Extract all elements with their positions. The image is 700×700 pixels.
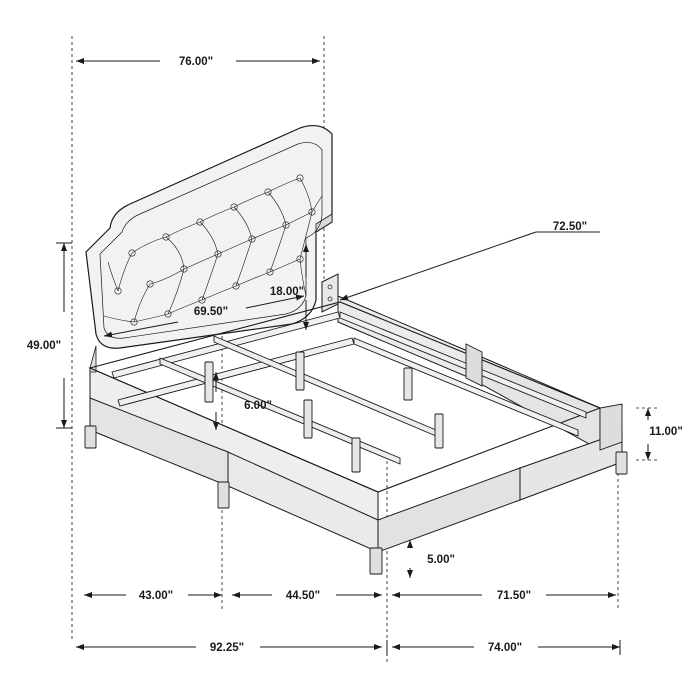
dimension-label-slat-clearance: 6.00" <box>244 400 272 412</box>
dimension-label-headboard-panel-height: 18.00" <box>269 286 305 298</box>
dimension-label-overall-depth-front: 92.25" <box>209 642 245 654</box>
dimension-lines <box>56 61 648 655</box>
dimension-label-overall-height: 49.00" <box>26 340 62 352</box>
extension-lines <box>72 36 660 665</box>
dimension-label-leg-height: 5.00" <box>427 554 455 566</box>
dimension-label-diagonal-length: 72.50" <box>552 221 588 233</box>
dimension-label-foot-mid-span: 44.50" <box>285 590 321 602</box>
dimension-label-side-rail-height: 11.00" <box>649 426 683 438</box>
dimension-label-overall-width: 76.00" <box>178 56 214 68</box>
dimension-label-foot-left-span: 43.00" <box>138 590 174 602</box>
dimension-labels <box>27 56 683 654</box>
dimension-label-side-span: 71.50" <box>496 590 532 602</box>
dimension-label-overall-depth-side: 74.00" <box>487 642 523 654</box>
dimension-label-headboard-panel-width: 69.50" <box>193 306 229 318</box>
